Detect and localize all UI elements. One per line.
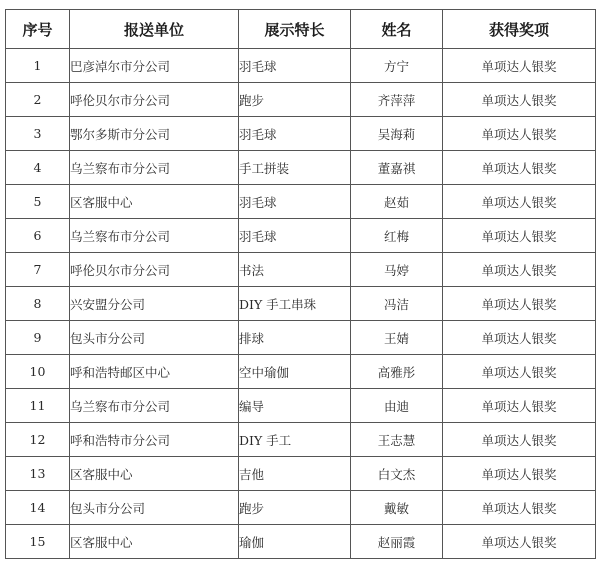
cell-organization: 乌兰察布市分公司	[70, 389, 239, 423]
cell-skill: 跑步	[239, 83, 351, 117]
cell-name: 红梅	[351, 219, 443, 253]
header-cell-number: 序号	[6, 10, 70, 49]
table-row	[6, 321, 596, 355]
cell-number: 8	[6, 287, 70, 321]
cell-number: 5	[6, 185, 70, 219]
cell-organization: 乌兰察布市分公司	[70, 151, 239, 185]
cell-organization: 呼伦贝尔市分公司	[70, 83, 239, 117]
header-cell-award: 获得奖项	[443, 10, 596, 49]
cell-organization: 包头市分公司	[70, 491, 239, 525]
cell-award: 单项达人银奖	[443, 151, 596, 185]
cell-skill: 吉他	[239, 457, 351, 491]
cell-award: 单项达人银奖	[443, 355, 596, 389]
cell-number: 15	[6, 525, 70, 559]
cell-number: 9	[6, 321, 70, 355]
cell-skill: 瑜伽	[239, 525, 351, 559]
cell-organization: 巴彦淖尔市分公司	[70, 49, 239, 83]
cell-award: 单项达人银奖	[443, 253, 596, 287]
table-row	[6, 423, 596, 457]
cell-skill: DIY 手工串珠	[239, 287, 351, 321]
cell-number: 6	[6, 219, 70, 253]
cell-name: 由迪	[351, 389, 443, 423]
cell-number: 1	[6, 49, 70, 83]
header-cell-skill: 展示特长	[239, 10, 351, 49]
cell-organization: 区客服中心	[70, 525, 239, 559]
cell-award: 单项达人银奖	[443, 321, 596, 355]
cell-award: 单项达人银奖	[443, 423, 596, 457]
table-row	[6, 219, 596, 253]
cell-number: 4	[6, 151, 70, 185]
cell-number: 2	[6, 83, 70, 117]
cell-organization: 呼和浩特市分公司	[70, 423, 239, 457]
cell-organization: 包头市分公司	[70, 321, 239, 355]
table-row	[6, 151, 596, 185]
header-cell-name: 姓名	[351, 10, 443, 49]
cell-organization: 兴安盟分公司	[70, 287, 239, 321]
cell-award: 单项达人银奖	[443, 185, 596, 219]
cell-number: 7	[6, 253, 70, 287]
cell-number: 13	[6, 457, 70, 491]
table-header-row	[6, 10, 596, 49]
cell-skill: 羽毛球	[239, 117, 351, 151]
table-row	[6, 117, 596, 151]
cell-name: 赵丽霞	[351, 525, 443, 559]
cell-name: 王志慧	[351, 423, 443, 457]
cell-name: 戴敏	[351, 491, 443, 525]
table-row	[6, 83, 596, 117]
cell-number: 12	[6, 423, 70, 457]
table-row	[6, 49, 596, 83]
cell-name: 董嘉祺	[351, 151, 443, 185]
table-row	[6, 355, 596, 389]
cell-skill: DIY 手工	[239, 423, 351, 457]
table-row	[6, 185, 596, 219]
cell-name: 白文杰	[351, 457, 443, 491]
table-row	[6, 389, 596, 423]
cell-award: 单项达人银奖	[443, 219, 596, 253]
cell-skill: 空中瑜伽	[239, 355, 351, 389]
cell-award: 单项达人银奖	[443, 49, 596, 83]
cell-award: 单项达人银奖	[443, 83, 596, 117]
cell-skill: 羽毛球	[239, 219, 351, 253]
cell-organization: 区客服中心	[70, 185, 239, 219]
cell-skill: 羽毛球	[239, 49, 351, 83]
cell-number: 10	[6, 355, 70, 389]
cell-number: 3	[6, 117, 70, 151]
cell-organization: 鄂尔多斯市分公司	[70, 117, 239, 151]
cell-award: 单项达人银奖	[443, 525, 596, 559]
cell-name: 方宁	[351, 49, 443, 83]
cell-number: 14	[6, 491, 70, 525]
cell-award: 单项达人银奖	[443, 491, 596, 525]
cell-skill: 书法	[239, 253, 351, 287]
cell-name: 冯洁	[351, 287, 443, 321]
cell-organization: 区客服中心	[70, 457, 239, 491]
cell-name: 高雅彤	[351, 355, 443, 389]
cell-name: 马婷	[351, 253, 443, 287]
cell-skill: 排球	[239, 321, 351, 355]
cell-award: 单项达人银奖	[443, 389, 596, 423]
awards-table	[5, 9, 596, 559]
table-row	[6, 287, 596, 321]
cell-award: 单项达人银奖	[443, 117, 596, 151]
cell-skill: 手工拼装	[239, 151, 351, 185]
cell-organization: 呼伦贝尔市分公司	[70, 253, 239, 287]
cell-skill: 编导	[239, 389, 351, 423]
cell-name: 齐萍萍	[351, 83, 443, 117]
cell-award: 单项达人银奖	[443, 287, 596, 321]
table-row	[6, 491, 596, 525]
cell-skill: 羽毛球	[239, 185, 351, 219]
cell-name: 王婧	[351, 321, 443, 355]
table-row	[6, 253, 596, 287]
table-body	[6, 49, 596, 559]
cell-organization: 乌兰察布市分公司	[70, 219, 239, 253]
cell-skill: 跑步	[239, 491, 351, 525]
cell-organization: 呼和浩特邮区中心	[70, 355, 239, 389]
table-row	[6, 457, 596, 491]
table-row	[6, 525, 596, 559]
cell-name: 赵茹	[351, 185, 443, 219]
cell-award: 单项达人银奖	[443, 457, 596, 491]
header-cell-organization: 报送单位	[70, 10, 239, 49]
cell-name: 吴海莉	[351, 117, 443, 151]
cell-number: 11	[6, 389, 70, 423]
